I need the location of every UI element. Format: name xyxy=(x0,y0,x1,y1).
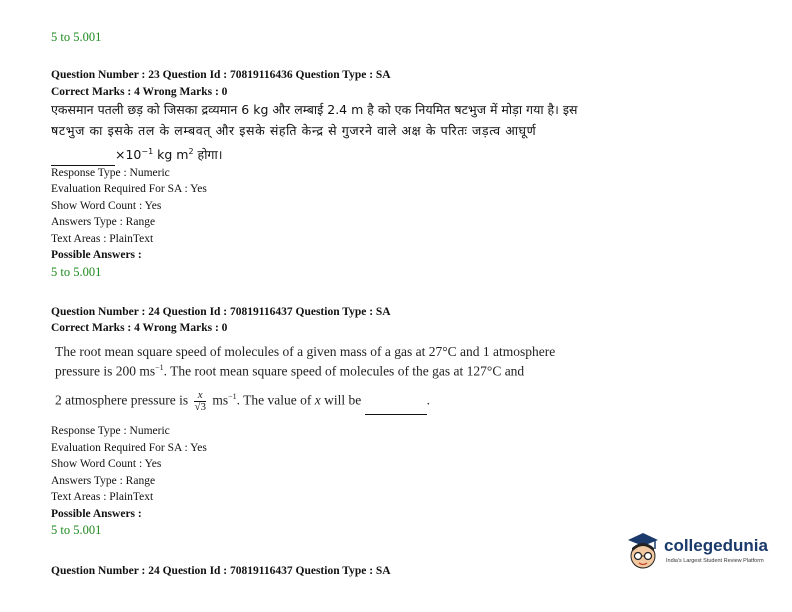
q24-answer: 5 to 5.001 xyxy=(51,523,102,537)
q24-response-type: Response Type : Numeric xyxy=(51,425,170,437)
q23-evaluation: Evaluation Required For SA : Yes xyxy=(51,183,207,195)
mascot-icon xyxy=(624,530,662,574)
q24-text-line1: The root mean square speed of molecules of a given mass of a gas at 27°C and 1 atmosphere xyxy=(55,344,556,359)
q23-word-count: Show Word Count : Yes xyxy=(51,200,162,212)
q23-unit-exponent: 2 xyxy=(188,147,194,156)
q23-possible-answers-label: Possible Answers : xyxy=(51,249,142,261)
next-question-header: Question Number : 24 Question Id : 70819116437 Question Type : SA xyxy=(51,565,391,577)
q24-line2-start: pressure is 200 ms xyxy=(55,363,156,379)
q24-line2-end: . The root mean square speed of molecules of the gas at 127°C and xyxy=(163,363,525,379)
logo-wordmark: collegedunia xyxy=(664,536,768,555)
q23-text-areas: Text Areas : PlainText xyxy=(51,233,154,245)
q24-marks: Correct Marks : 4 Wrong Marks : 0 xyxy=(51,322,228,334)
q23-marks: Correct Marks : 4 Wrong Marks : 0 xyxy=(51,86,228,98)
q23-text-line3 xyxy=(51,142,222,166)
q24-text-line2 xyxy=(55,359,524,380)
q24-line3-end: will be xyxy=(320,392,362,408)
q24-text-areas: Text Areas : PlainText xyxy=(51,491,154,503)
q24-possible-answers-label: Possible Answers : xyxy=(51,508,142,520)
q23-text-line2: षटभुज का इसके तल के लम्बवत् और इसके संहति केन्द्र से गुजरने वाले अक्ष के परितः जड़त्व आघूर्ण xyxy=(51,123,537,138)
q23-suffix: होगा। xyxy=(193,147,223,163)
q24-line3-mid: . The value of xyxy=(236,392,315,408)
q24-answers-type: Answers Type : Range xyxy=(51,475,156,487)
q24-answer-blank xyxy=(365,388,427,415)
q23-unit: kg m xyxy=(153,147,189,163)
q23-answer-blank xyxy=(51,145,115,166)
q24-evaluation: Evaluation Required For SA : Yes xyxy=(51,442,207,454)
q24-fraction xyxy=(194,390,206,413)
previous-answer-value: 5 to 5.001 xyxy=(51,30,102,44)
q23-multiplier: ×10 xyxy=(115,147,142,163)
logo-tagline: India's Largest Student Review Platform xyxy=(666,558,764,564)
q24-line2-exponent: −1 xyxy=(155,363,164,372)
q24-fraction-denominator: √3 xyxy=(194,400,207,413)
q24-text-line3: 2 atmosphere pressure is $\frac{x}{√3}$ $ms^{-1}$. The value of x will be . xyxy=(55,388,431,413)
q23-header: Question Number : 23 Question Id : 70819116436 Question Type : SA xyxy=(51,69,391,81)
q23-response-type: Response Type : Numeric xyxy=(51,167,170,179)
q24-fraction-numerator: x xyxy=(194,390,206,402)
q23-answer: 5 to 5.001 xyxy=(51,265,102,279)
q24-word-count: Show Word Count : Yes xyxy=(51,458,162,470)
collegedunia-logo xyxy=(624,530,768,574)
q23-exponent: −1 xyxy=(141,147,154,156)
q24-header: Question Number : 24 Question Id : 70819116437 Question Type : SA xyxy=(51,306,391,318)
q23-text-line1: एकसमान पतली छड़ को जिसका द्रव्यमान 6 kg और लम्बाई 2.4 m है को एक नियमित षटभुज में मोड़ा गया है। इस xyxy=(51,102,578,117)
q24-line3-variable: x xyxy=(314,392,321,408)
q23-answers-type: Answers Type : Range xyxy=(51,216,156,228)
q24-line3-unit-exponent: −1 xyxy=(228,392,237,401)
q24-line3-unit: ms xyxy=(212,392,229,408)
q24-line3-start: 2 atmosphere pressure is xyxy=(55,392,189,408)
